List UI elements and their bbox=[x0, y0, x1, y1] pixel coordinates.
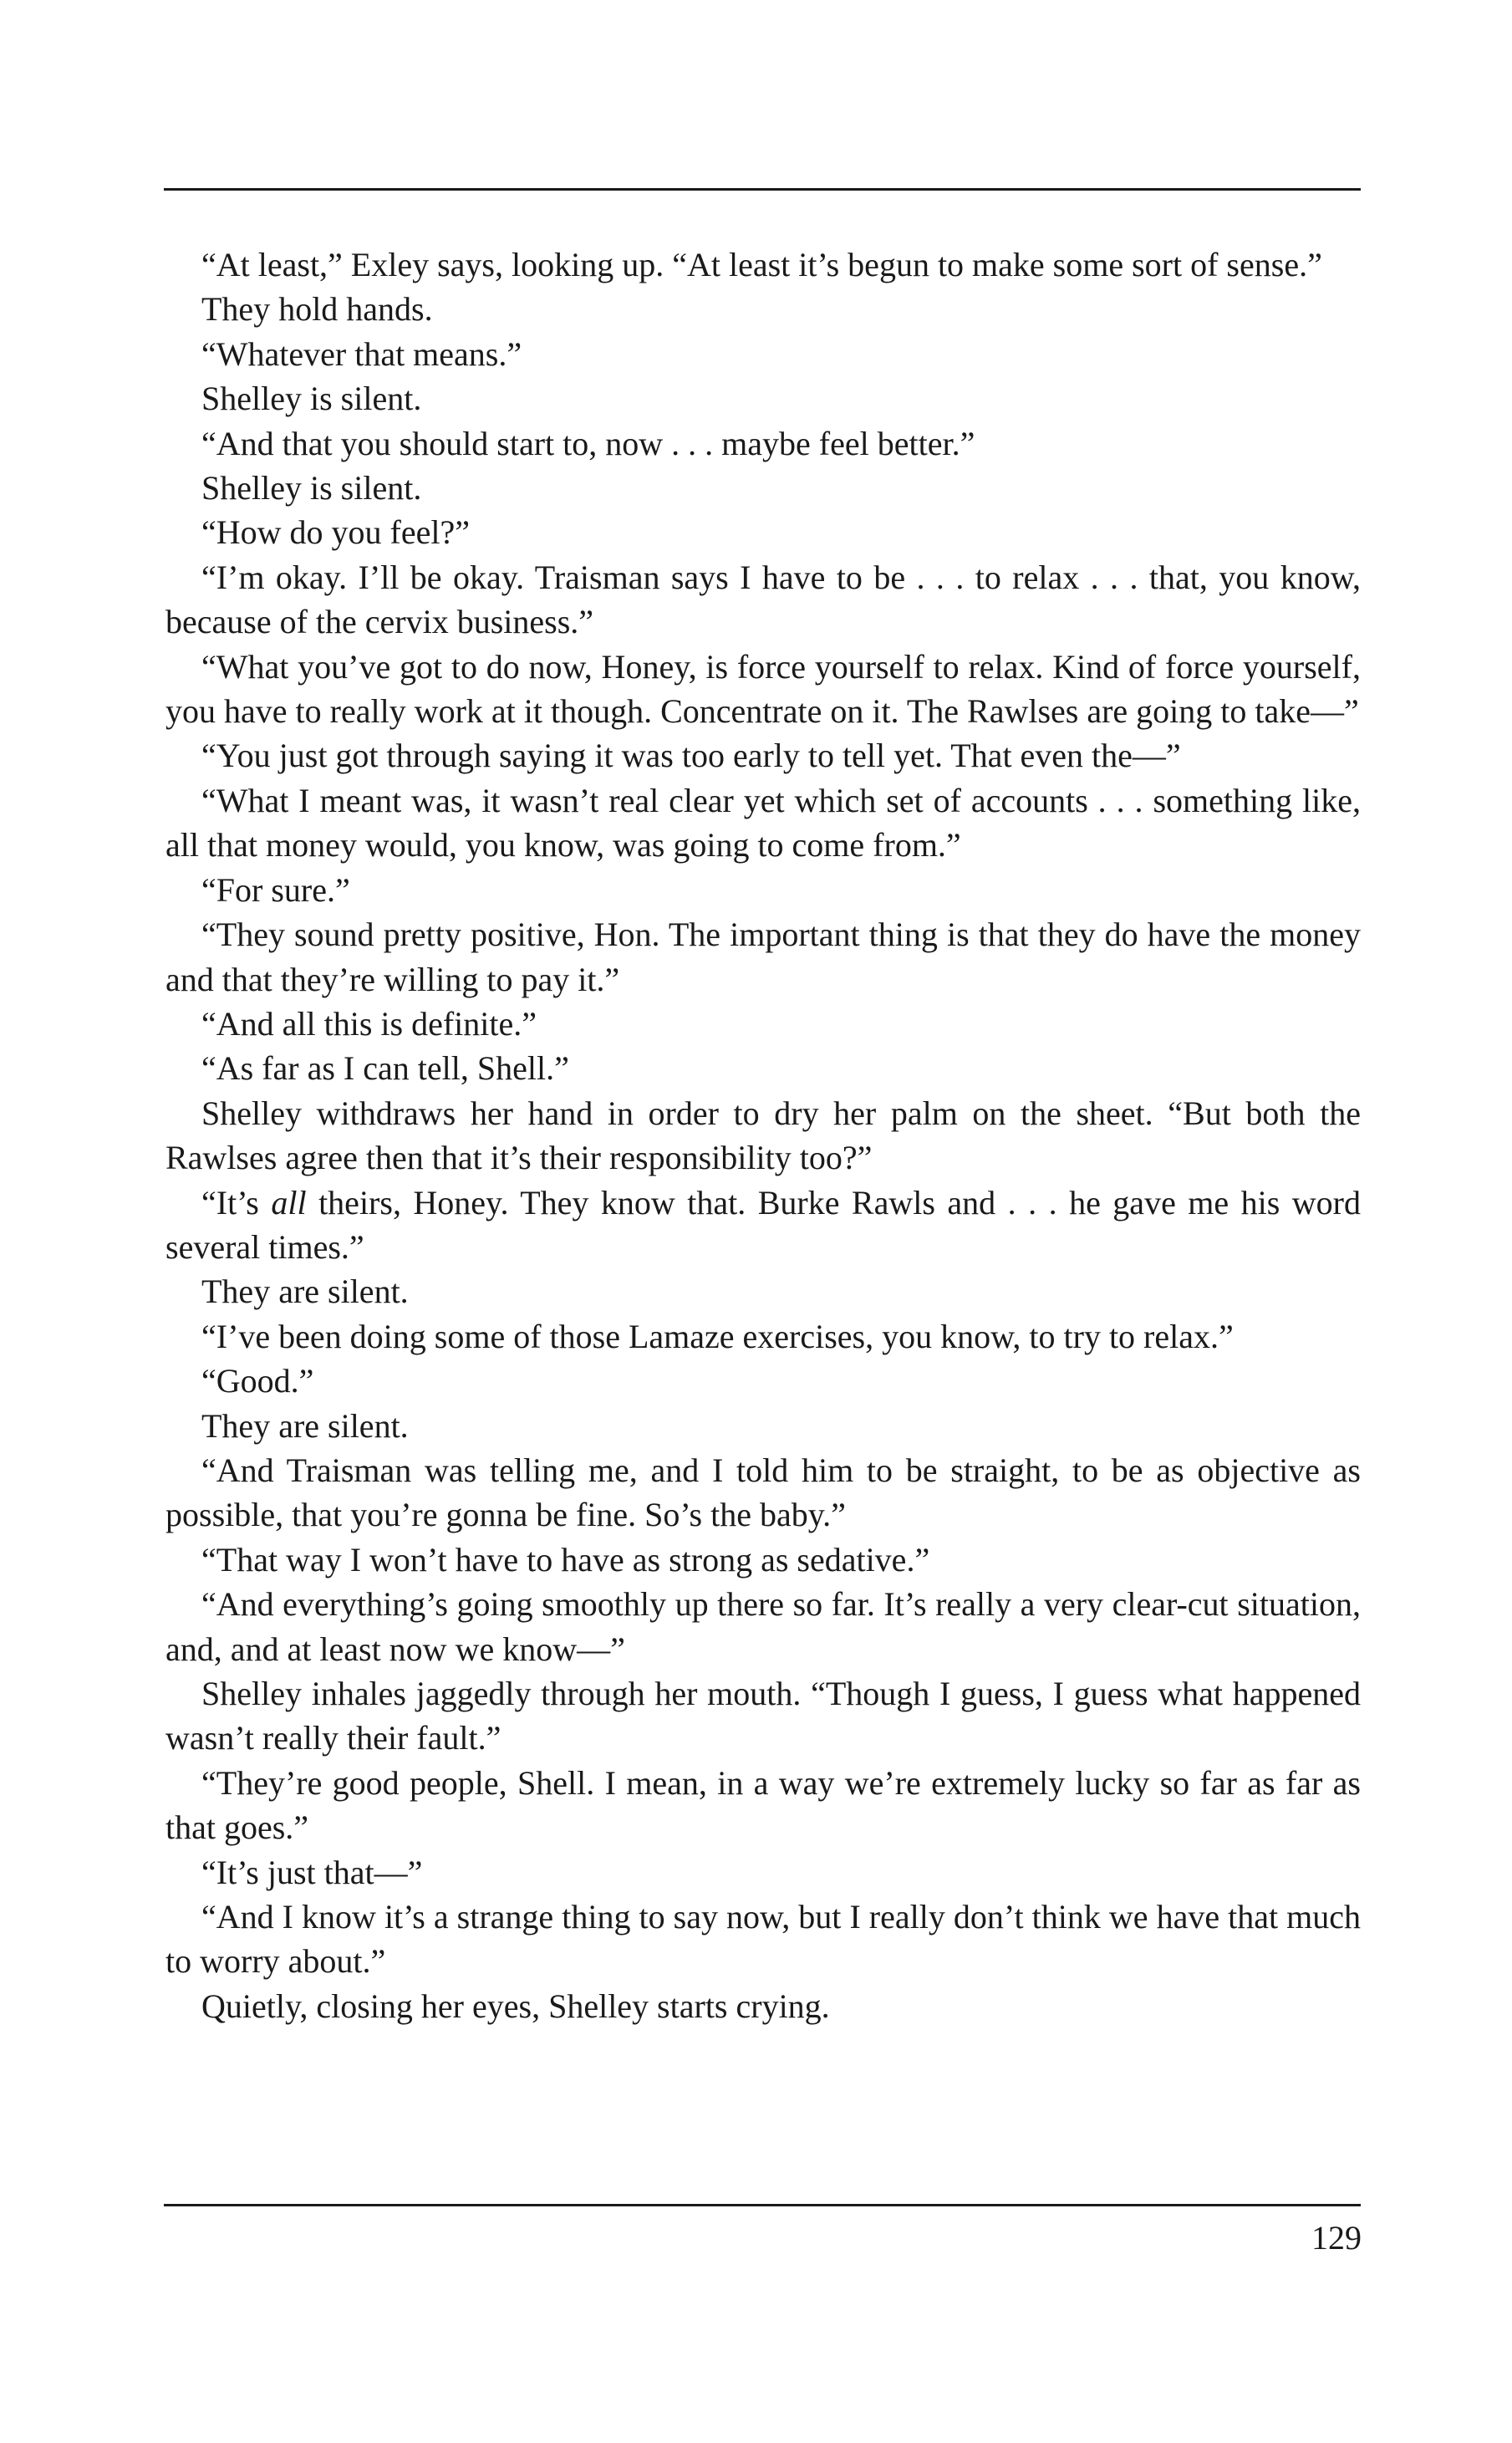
paragraph-text-after: theirs, Honey. They know that. Burke Rawls and . . . he gave me his word several times.” bbox=[165, 1183, 1362, 1266]
paragraph: They are silent. bbox=[201, 1273, 409, 1311]
paragraph: “And everything’s going smoothly up there so far. It’s really a very clear-cut situation, and, and at least now we know—” bbox=[165, 1585, 1361, 1668]
paragraph: Shelley withdraws her hand in order to dry her palm on the sheet. “But both the Rawlses agree then that it’s their responsibility too?” bbox=[165, 1094, 1361, 1177]
paragraph: “What I meant was, it wasn’t real clear yet which set of accounts . . . something like, all that money would, you know, was going to come from.” bbox=[165, 781, 1361, 864]
top-rule bbox=[164, 188, 1361, 191]
page-number: 129 bbox=[1311, 2219, 1362, 2257]
paragraph: Quietly, closing her eyes, Shelley starts crying. bbox=[201, 1987, 830, 2025]
paragraph: “And all this is definite.” bbox=[201, 1004, 537, 1043]
paragraph: “For sure.” bbox=[201, 870, 350, 909]
paragraph: “I’m okay. I’ll be okay. Traisman says I have to be . . . to relax . . . that, you know, because of the cervix business.” bbox=[165, 558, 1361, 641]
paragraph: “You just got through saying it was too early to tell yet. That even the—” bbox=[201, 737, 1181, 775]
paragraph: “At least,” Exley says, looking up. “At least it’s begun to make some sort of sense.” bbox=[201, 246, 1322, 283]
paragraph: “I’ve been doing some of those Lamaze exercises, you know, to try to relax.” bbox=[201, 1317, 1234, 1355]
paragraph: Shelley is silent. bbox=[201, 469, 422, 507]
paragraph-text-before: “It’s bbox=[201, 1183, 272, 1222]
paragraph-with-emphasis bbox=[165, 1181, 1361, 1270]
paragraph: “They’re good people, Shell. I mean, in a way we’re extremely lucky so far as far as that goes.” bbox=[165, 1763, 1361, 1847]
paragraph: “It’s just that—” bbox=[201, 1853, 423, 1891]
bottom-rule bbox=[164, 2204, 1361, 2206]
paragraph: “They sound pretty positive, Hon. The important thing is that they do have the money and that they’re willing to pay it.” bbox=[165, 915, 1361, 998]
paragraph: “And that you should start to, now . . . maybe feel better.” bbox=[201, 424, 975, 462]
paragraph: They are silent. bbox=[201, 1406, 409, 1445]
paragraph: “What you’ve got to do now, Honey, is force yourself to relax. Kind of force yourself, you have to really work at it though. Concentrate on it. The Rawlses are going to take—” bbox=[165, 647, 1361, 731]
paragraph: “Good.” bbox=[201, 1362, 314, 1400]
paragraph: “And Traisman was telling me, and I told him to be straight, to be as objective as possible, that you’re gonna be fine. So’s the baby.” bbox=[165, 1451, 1361, 1534]
body-text bbox=[165, 242, 1361, 2028]
paragraph: “How do you feel?” bbox=[201, 513, 470, 552]
paragraph: “That way I won’t have to have as strong as sedative.” bbox=[201, 1540, 930, 1579]
paragraph: They hold hands. bbox=[201, 290, 433, 329]
paragraph: Shelley is silent. bbox=[201, 380, 422, 418]
paragraph: Shelley inhales jaggedly through her mouth. “Though I guess, I guess what happened wasn’t really their fault.” bbox=[165, 1675, 1361, 1757]
paragraph: “Whatever that means.” bbox=[201, 334, 522, 373]
emphasized-word: all bbox=[271, 1183, 307, 1222]
paragraph: “As far as I can tell, Shell.” bbox=[201, 1049, 569, 1088]
paragraph: “And I know it’s a strange thing to say now, but I really don’t think we have that much to worry about.” bbox=[165, 1898, 1361, 1981]
